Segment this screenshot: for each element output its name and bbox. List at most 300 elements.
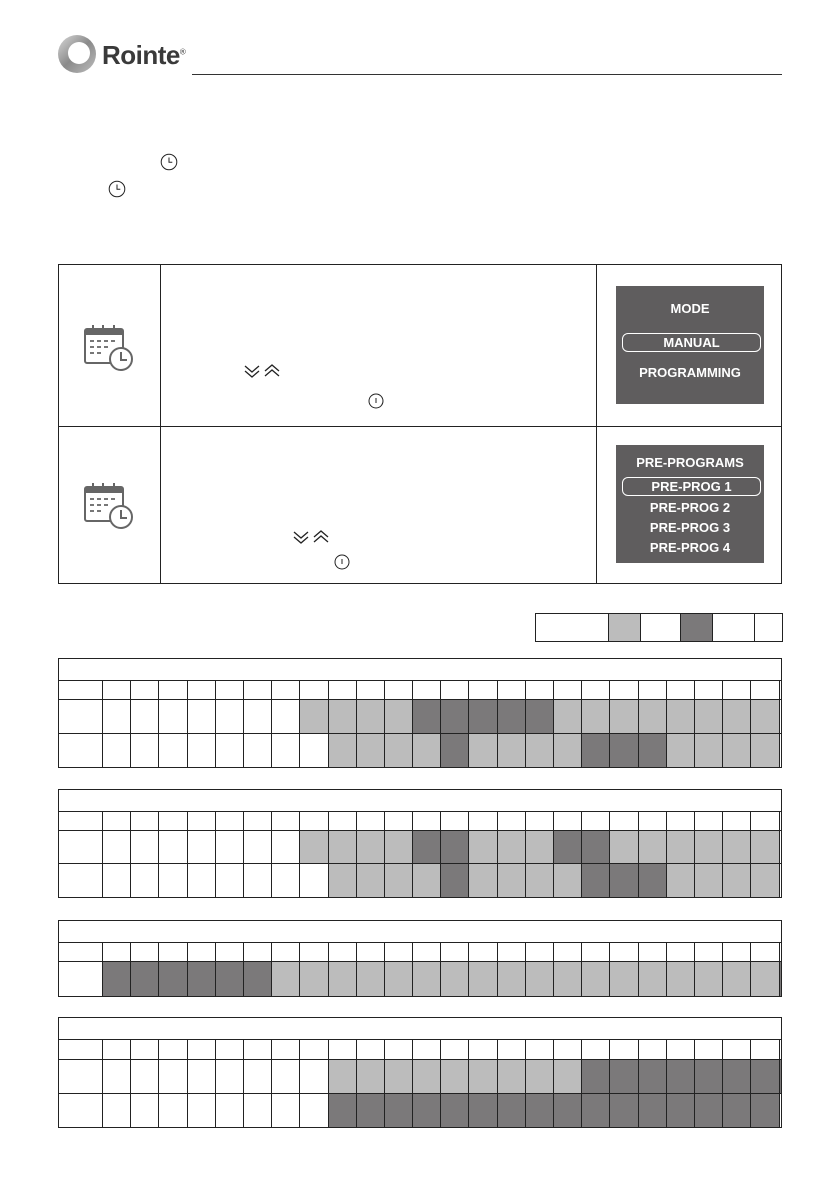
schedule-hour-cell [497,1094,525,1127]
schedule-hour-cell [328,700,356,733]
schedule-hour-cell [215,943,243,961]
schedule-hour-cell [243,734,271,767]
schedule-hour-cell [158,1040,186,1059]
schedule-hour-cell [666,962,694,996]
schedule-hour-cell [722,700,750,733]
schedule-hour-cell [130,864,158,897]
schedule-label-cell [59,1040,102,1059]
schedule-hour-cell [779,1094,782,1127]
schedule-hour-cell [750,864,778,897]
schedule-hour-cell [187,700,215,733]
schedule-hour-cell [384,1094,412,1127]
schedule-label-cell [59,812,102,830]
schedule-hour-cell [130,700,158,733]
schedule-hour-cell [271,1060,299,1093]
legend-cell [536,614,608,641]
schedule-hour-cell [525,1040,553,1059]
schedule-hour-cell [497,831,525,863]
schedule-hour-cell [638,864,666,897]
schedule-day-row [59,700,781,734]
schedule-hour-cell [271,734,299,767]
schedule-hour-cell [666,943,694,961]
schedule-hour-cell [666,700,694,733]
schedule-hour-cell [328,681,356,699]
schedule-hour-cell [384,1060,412,1093]
schedule-hour-cell [158,943,186,961]
schedule-hour-cell [102,1094,130,1127]
schedule-hour-cell [694,962,722,996]
schedule-hour-cell [497,734,525,767]
schedule-hour-cell [440,831,468,863]
schedule-hour-cell [412,734,440,767]
schedule-hour-cell [694,700,722,733]
schedule-hour-cell [609,812,637,830]
schedule-hour-cell [722,1060,750,1093]
schedule-hour-cell [609,1060,637,1093]
schedule-hour-cell [553,1094,581,1127]
schedule-hour-cell [750,1094,778,1127]
schedule-hour-cell [328,962,356,996]
display-item: PRE-PROG 3 [649,520,731,535]
schedule-hour-cell [553,1060,581,1093]
schedule-hour-cell [384,700,412,733]
schedule-hour-cell [299,962,327,996]
schedule-title-row [59,790,781,812]
schedule-table [58,789,782,898]
schedule-hour-cell [666,1040,694,1059]
schedule-hour-cell [215,864,243,897]
schedule-hour-cell [497,812,525,830]
schedule-hour-cell [412,943,440,961]
schedule-hour-cell [609,734,637,767]
schedule-hour-cell [638,700,666,733]
schedule-hour-cell [271,831,299,863]
schedule-hour-cell [299,681,327,699]
schedule-hour-cell [468,864,496,897]
rointe-logo-icon [56,33,98,75]
schedule-hour-cell [468,1094,496,1127]
schedule-hour-cell [694,812,722,830]
schedule-hour-cell [666,1060,694,1093]
schedule-hour-cell [187,1094,215,1127]
schedule-hour-cell [187,734,215,767]
schedule-table [58,1017,782,1128]
schedule-hour-cell [750,831,778,863]
schedule-hour-cell [412,681,440,699]
schedule-hour-cell [581,812,609,830]
schedule-hour-row [59,812,781,831]
schedule-hour-cell [779,812,782,830]
schedule-hour-cell [158,1094,186,1127]
schedule-hour-cell [609,864,637,897]
schedule-hour-cell [102,681,130,699]
schedule-hour-cell [271,864,299,897]
display-selected: PRE-PROG 1 [622,477,761,496]
schedule-hour-cell [779,1040,782,1059]
schedule-hour-cell [525,681,553,699]
schedule-hour-cell [666,681,694,699]
power-icon [368,393,384,409]
schedule-hour-cell [412,700,440,733]
schedule-hour-cell [102,812,130,830]
schedule-hour-cell [468,962,496,996]
schedule-hour-cell [497,681,525,699]
schedule-hour-cell [497,962,525,996]
schedule-label-cell [59,681,102,699]
schedule-hour-cell [215,812,243,830]
schedule-hour-cell [497,943,525,961]
legend-cell [640,614,680,641]
schedule-hour-cell [215,734,243,767]
schedule-hour-cell [412,1060,440,1093]
schedule-hour-cell [581,700,609,733]
schedule-hour-cell [694,1060,722,1093]
header-rule [192,74,782,75]
schedule-hour-cell [638,734,666,767]
schedule-hour-cell [299,943,327,961]
schedule-hour-cell [750,812,778,830]
legend-cell [754,614,782,641]
chevron-down-up-icons [292,529,330,545]
schedule-hour-cell [468,1040,496,1059]
schedule-day-row [59,962,781,996]
schedule-hour-cell [243,943,271,961]
schedule-hour-cell [384,831,412,863]
schedule-hour-cell [130,1040,158,1059]
steps-table [58,264,782,584]
schedule-hour-cell [328,831,356,863]
schedule-hour-cell [638,681,666,699]
schedule-hour-cell [468,734,496,767]
schedule-hour-cell [722,681,750,699]
schedule-hour-cell [440,1040,468,1059]
schedule-hour-cell [722,962,750,996]
schedule-hour-cell [750,962,778,996]
schedule-hour-row [59,943,781,962]
schedule-hour-cell [130,831,158,863]
schedule-day-row [59,1060,781,1094]
schedule-hour-cell [356,700,384,733]
schedule-hour-cell [779,700,782,733]
schedule-hour-cell [779,943,782,961]
schedule-hour-cell [497,1040,525,1059]
schedule-hour-cell [609,943,637,961]
schedule-title-row [59,921,781,943]
schedule-hour-cell [638,831,666,863]
schedule-hour-cell [130,681,158,699]
schedule-hour-cell [356,962,384,996]
schedule-hour-cell [581,1094,609,1127]
schedule-hour-cell [299,812,327,830]
schedule-hour-cell [299,831,327,863]
schedule-hour-cell [299,734,327,767]
schedule-hour-cell [553,700,581,733]
schedule-hour-cell [130,734,158,767]
display-selected: MANUAL [622,333,761,352]
schedule-hour-cell [356,864,384,897]
schedule-hour-cell [328,1060,356,1093]
schedule-hour-cell [412,864,440,897]
schedule-hour-cell [750,681,778,699]
schedule-hour-cell [187,864,215,897]
schedule-hour-cell [722,734,750,767]
schedule-hour-cell [187,943,215,961]
schedule-hour-cell [468,1060,496,1093]
schedule-table [58,920,782,997]
schedule-hour-cell [525,831,553,863]
schedule-hour-cell [468,812,496,830]
schedule-hour-cell [412,1040,440,1059]
schedule-hour-cell [581,962,609,996]
schedule-title-row [59,1018,781,1040]
schedule-hour-cell [553,734,581,767]
schedule-hour-cell [666,864,694,897]
schedule-hour-cell [102,1040,130,1059]
schedule-hour-cell [271,700,299,733]
schedule-hour-cell [102,831,130,863]
brand-name: Rointe® [102,40,186,70]
schedule-hour-cell [779,864,782,897]
display-mode [616,286,764,404]
schedule-hour-cell [158,962,186,996]
schedule-hour-cell [525,962,553,996]
schedule-hour-cell [130,812,158,830]
schedule-hour-cell [779,962,782,996]
schedule-hour-cell [694,864,722,897]
schedule-hour-cell [440,962,468,996]
schedule-hour-cell [750,700,778,733]
schedule-hour-cell [779,1060,782,1093]
schedule-hour-cell [666,1094,694,1127]
schedule-hour-cell [130,1060,158,1093]
schedule-hour-cell [243,1094,271,1127]
schedule-hour-cell [525,812,553,830]
schedule-hour-row [59,681,781,700]
schedule-hour-cell [553,681,581,699]
schedule-hour-cell [638,1040,666,1059]
schedule-hour-cell [130,943,158,961]
schedule-hour-cell [581,681,609,699]
schedule-hour-cell [553,943,581,961]
schedule-hour-cell [130,962,158,996]
schedule-hour-cell [553,812,581,830]
schedule-hour-cell [243,681,271,699]
schedule-hour-cell [271,962,299,996]
display-item: PROGRAMMING [639,365,741,380]
schedule-hour-cell [328,734,356,767]
schedule-hour-cell [356,943,384,961]
schedule-hour-cell [243,812,271,830]
schedule-hour-cell [525,1060,553,1093]
legend-swatch-dark [680,614,712,641]
schedule-hour-cell [581,864,609,897]
schedule-hour-cell [243,864,271,897]
schedule-hour-cell [440,812,468,830]
display-preprograms [616,445,764,563]
schedule-hour-cell [158,700,186,733]
schedule-hour-cell [356,1094,384,1127]
schedule-hour-cell [412,962,440,996]
schedule-hour-cell [581,1040,609,1059]
legend-strip [535,613,783,642]
schedule-hour-cell [328,1040,356,1059]
schedule-hour-cell [328,943,356,961]
schedule-hour-cell [271,681,299,699]
schedule-hour-cell [750,734,778,767]
schedule-hour-cell [356,1060,384,1093]
schedule-hour-cell [215,962,243,996]
schedule-hour-cell [356,831,384,863]
schedule-hour-cell [722,864,750,897]
schedule-hour-cell [215,681,243,699]
schedule-hour-cell [187,831,215,863]
schedule-hour-cell [299,700,327,733]
schedule-hour-cell [525,864,553,897]
legend-cell [712,614,754,641]
schedule-hour-cell [609,962,637,996]
schedule-hour-cell [102,864,130,897]
schedule-hour-cell [412,812,440,830]
schedule-hour-row [59,1040,781,1060]
schedule-hour-cell [412,1094,440,1127]
schedule-hour-cell [243,831,271,863]
schedule-hour-cell [694,831,722,863]
schedule-label-cell [59,831,102,863]
schedule-hour-cell [384,962,412,996]
schedule-hour-cell [271,1094,299,1127]
schedule-hour-cell [694,734,722,767]
schedule-hour-cell [525,943,553,961]
schedule-hour-cell [243,962,271,996]
schedule-hour-cell [158,812,186,830]
schedule-hour-cell [638,812,666,830]
schedule-hour-cell [440,1060,468,1093]
schedule-hour-cell [750,1060,778,1093]
schedule-hour-cell [299,1094,327,1127]
schedule-day-row [59,831,781,864]
schedule-hour-cell [158,1060,186,1093]
schedule-hour-cell [440,864,468,897]
schedule-hour-cell [299,1060,327,1093]
schedule-hour-cell [102,734,130,767]
schedule-hour-cell [158,734,186,767]
schedule-hour-cell [440,700,468,733]
calendar-clock-icon [83,481,137,531]
schedule-hour-cell [638,1060,666,1093]
schedule-hour-cell [553,1040,581,1059]
schedule-hour-cell [102,962,130,996]
schedule-hour-cell [779,831,782,863]
schedule-hour-cell [243,1060,271,1093]
schedule-hour-cell [581,1060,609,1093]
schedule-label-cell [59,962,102,996]
schedule-hour-cell [271,943,299,961]
schedule-hour-cell [468,700,496,733]
schedule-label-cell [59,700,102,733]
schedule-hour-cell [299,864,327,897]
schedule-hour-cell [553,831,581,863]
schedule-hour-cell [215,831,243,863]
schedule-hour-cell [102,943,130,961]
schedule-hour-cell [384,812,412,830]
schedule-label-cell [59,734,102,767]
schedule-hour-cell [553,962,581,996]
schedule-hour-cell [722,831,750,863]
schedule-hour-cell [638,1094,666,1127]
schedule-hour-cell [750,1040,778,1059]
schedule-hour-cell [468,943,496,961]
schedule-hour-cell [694,681,722,699]
schedule-hour-cell [638,943,666,961]
schedule-hour-cell [215,1040,243,1059]
schedule-hour-cell [187,681,215,699]
schedule-day-row [59,1094,781,1127]
schedule-hour-cell [722,812,750,830]
schedule-hour-cell [581,831,609,863]
schedule-hour-cell [102,1060,130,1093]
schedule-hour-cell [440,734,468,767]
schedule-hour-cell [440,1094,468,1127]
clock-icon [160,153,178,171]
schedule-hour-cell [497,700,525,733]
schedule-hour-cell [779,681,782,699]
schedule-hour-cell [384,1040,412,1059]
schedule-hour-cell [356,734,384,767]
schedule-hour-cell [779,734,782,767]
schedule-hour-cell [243,1040,271,1059]
schedule-hour-cell [525,1094,553,1127]
schedule-hour-cell [215,700,243,733]
schedule-hour-cell [666,812,694,830]
schedule-day-row [59,864,781,897]
schedule-hour-cell [525,734,553,767]
schedule-hour-cell [356,812,384,830]
schedule-hour-cell [271,1040,299,1059]
schedule-title-row [59,659,781,681]
schedule-hour-cell [356,1040,384,1059]
schedule-hour-cell [638,962,666,996]
schedule-hour-cell [609,681,637,699]
chevron-down-up-icons [243,363,281,379]
schedule-hour-cell [440,943,468,961]
schedule-hour-cell [694,943,722,961]
schedule-hour-cell [722,1040,750,1059]
schedule-hour-cell [581,943,609,961]
schedule-hour-cell [694,1094,722,1127]
schedule-hour-cell [187,1060,215,1093]
legend-swatch-light [608,614,640,641]
schedule-hour-cell [412,831,440,863]
schedule-hour-cell [215,1094,243,1127]
power-icon [334,554,350,570]
schedule-day-row [59,734,781,767]
schedule-label-cell [59,864,102,897]
schedule-hour-cell [328,812,356,830]
schedule-hour-cell [609,831,637,863]
schedule-hour-cell [299,1040,327,1059]
schedule-label-cell [59,1060,102,1093]
schedule-hour-cell [666,831,694,863]
schedule-hour-cell [722,1094,750,1127]
schedule-hour-cell [187,1040,215,1059]
schedule-hour-cell [158,681,186,699]
clock-icon [108,180,126,198]
calendar-clock-icon [83,323,137,373]
schedule-hour-cell [609,1040,637,1059]
schedule-hour-cell [694,1040,722,1059]
schedule-hour-cell [553,864,581,897]
display-item: PRE-PROG 4 [649,540,731,555]
